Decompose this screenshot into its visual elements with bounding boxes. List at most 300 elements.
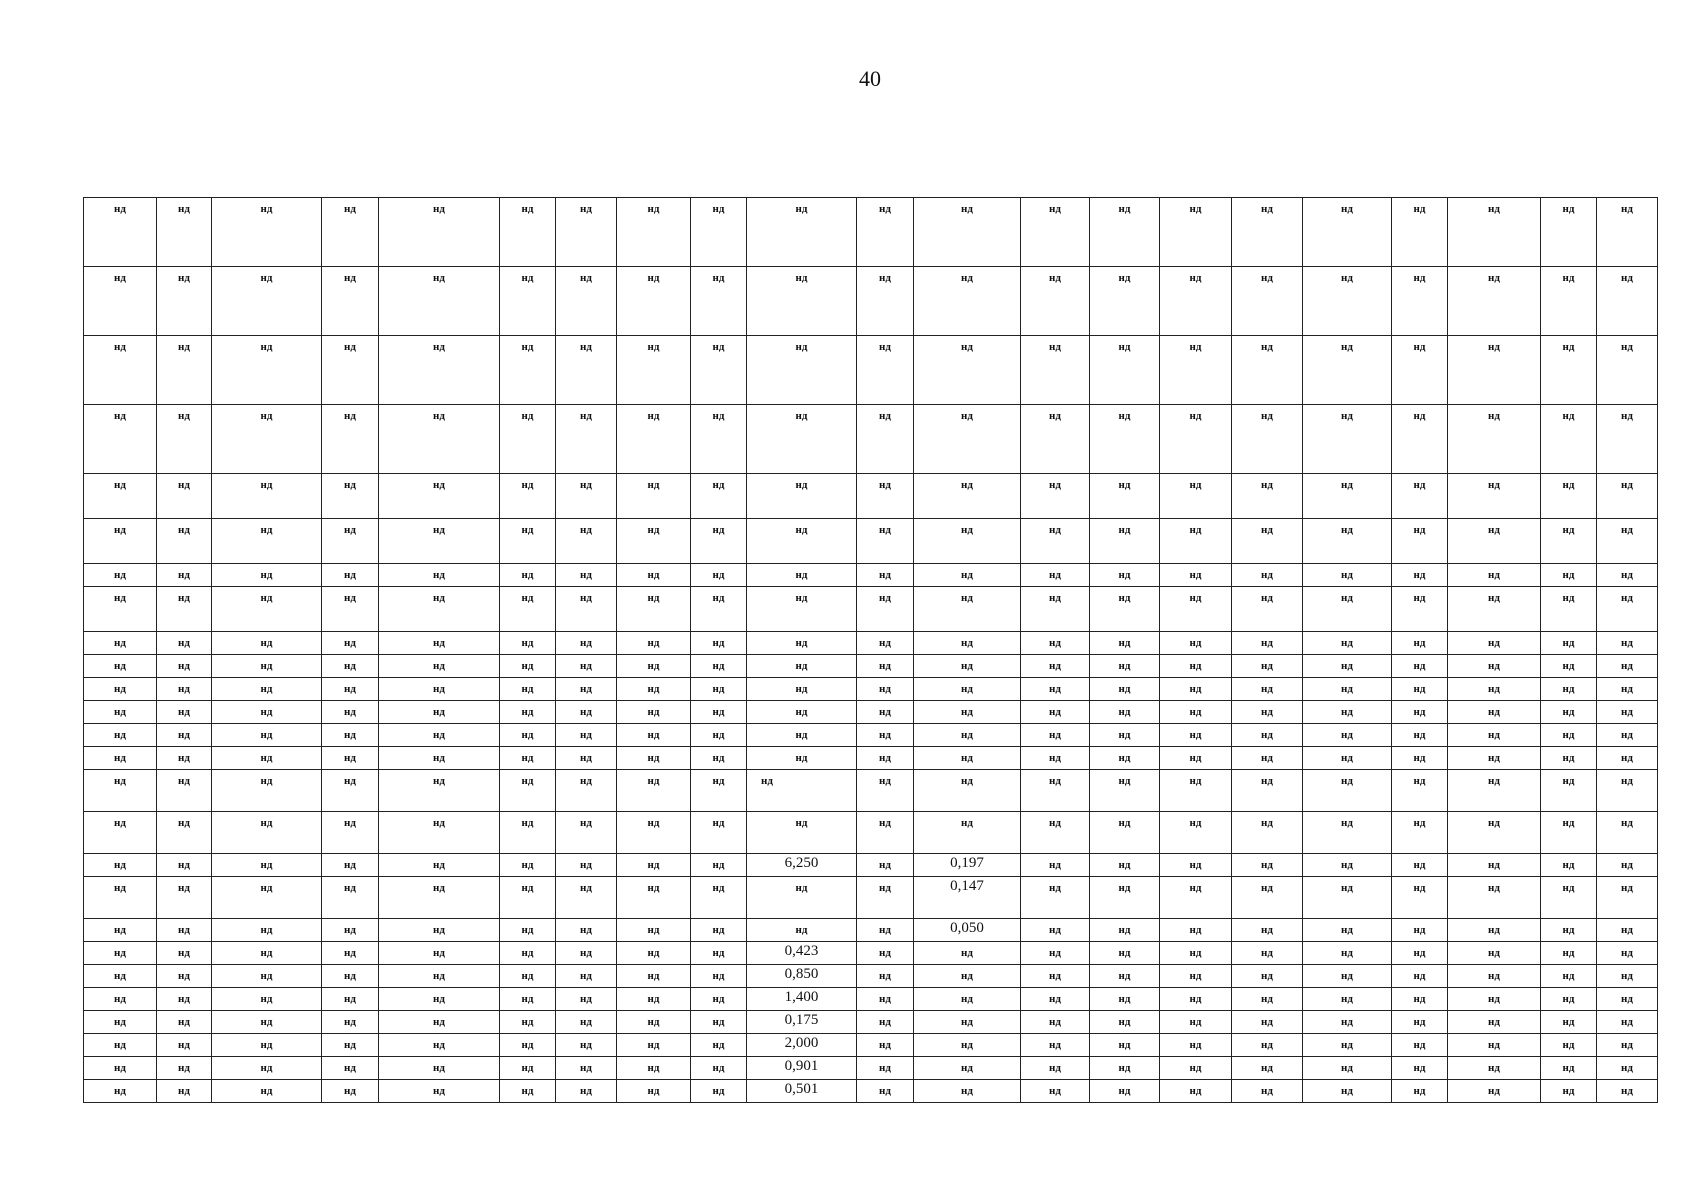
table-cell: нд (1597, 877, 1658, 919)
table-cell: нд (747, 267, 857, 336)
table-cell: нд (1448, 519, 1541, 564)
table-cell: нд (322, 198, 379, 267)
table-cell: нд (1541, 655, 1597, 678)
table-cell: нд (1541, 474, 1597, 519)
table-cell: нд (1021, 632, 1090, 655)
table-cell: нд (1160, 770, 1232, 812)
table-cell: нд (500, 336, 556, 405)
table-cell: нд (212, 854, 322, 877)
table-cell: нд (500, 877, 556, 919)
table-cell: нд (857, 942, 914, 965)
table-cell: нд (1090, 770, 1160, 812)
table-cell: нд (1303, 678, 1392, 701)
table-cell: нд (84, 812, 157, 854)
table-cell: нд (212, 678, 322, 701)
table-cell: нд (914, 1011, 1021, 1034)
table-cell: нд (322, 405, 379, 474)
table-cell: нд (747, 812, 857, 854)
table-cell: нд (84, 919, 157, 942)
table-row (84, 678, 1658, 701)
table-cell: нд (1392, 587, 1448, 632)
table-cell: нд (617, 988, 691, 1011)
table-cell: нд (322, 877, 379, 919)
table-cell: нд (857, 564, 914, 587)
table-cell: нд (1303, 198, 1392, 267)
table-cell: нд (1021, 1080, 1090, 1103)
table-cell: нд (1597, 747, 1658, 770)
table-cell: нд (857, 747, 914, 770)
table-cell: нд (914, 1057, 1021, 1080)
table-cell: нд (1541, 405, 1597, 474)
table-cell: нд (212, 942, 322, 965)
table-cell: нд (84, 1011, 157, 1034)
table-cell: нд (157, 564, 212, 587)
table-cell: нд (84, 1057, 157, 1080)
table-cell: нд (747, 198, 857, 267)
table-cell: нд (1160, 564, 1232, 587)
table-cell: нд (1090, 587, 1160, 632)
table-cell: нд (556, 587, 617, 632)
table-cell: нд (747, 587, 857, 632)
table-cell: нд (379, 632, 500, 655)
table-cell: нд (691, 965, 747, 988)
table-cell: нд (1392, 942, 1448, 965)
table-cell: нд (1090, 877, 1160, 919)
table-cell: нд (500, 965, 556, 988)
table-cell: нд (1090, 965, 1160, 988)
table-cell: нд (379, 965, 500, 988)
table-cell: нд (1090, 198, 1160, 267)
table-row (84, 267, 1658, 336)
table-cell: нд (1021, 587, 1090, 632)
table-cell: нд (500, 678, 556, 701)
table-cell: нд (1232, 877, 1303, 919)
table-cell: нд (322, 632, 379, 655)
table-cell: нд (1448, 724, 1541, 747)
table-cell: нд (914, 965, 1021, 988)
table-cell: 0,197 (914, 854, 1021, 877)
table-cell: нд (1303, 519, 1392, 564)
table-cell: нд (1021, 747, 1090, 770)
table-cell: нд (379, 198, 500, 267)
table-cell: нд (857, 1080, 914, 1103)
table-cell: нд (1597, 1080, 1658, 1103)
table-row (84, 474, 1658, 519)
table-cell: нд (914, 988, 1021, 1011)
table-cell: нд (157, 198, 212, 267)
table-cell: нд (1392, 474, 1448, 519)
table-cell: нд (1160, 965, 1232, 988)
table-cell: нд (322, 1011, 379, 1034)
table-cell: нд (691, 474, 747, 519)
table-cell: нд (691, 1034, 747, 1057)
table-cell: нд (1090, 267, 1160, 336)
table-cell: нд (1303, 877, 1392, 919)
table-cell: нд (691, 519, 747, 564)
table-cell: нд (617, 678, 691, 701)
table-cell: нд (157, 988, 212, 1011)
table-cell: нд (212, 701, 322, 724)
table-cell: нд (322, 988, 379, 1011)
table-cell: нд (556, 770, 617, 812)
table-cell: нд (556, 267, 617, 336)
table-cell: нд (212, 564, 322, 587)
table-cell: нд (617, 747, 691, 770)
table-cell: нд (1021, 678, 1090, 701)
table-cell: нд (1597, 1057, 1658, 1080)
table-cell: нд (1392, 919, 1448, 942)
table-cell: нд (1597, 965, 1658, 988)
table-cell: нд (691, 267, 747, 336)
table-cell: нд (1541, 919, 1597, 942)
table-cell: нд (914, 632, 1021, 655)
table-cell: нд (84, 988, 157, 1011)
table-cell: нд (84, 724, 157, 747)
table-cell: нд (379, 267, 500, 336)
table-cell: нд (1597, 1011, 1658, 1034)
table-cell: нд (1303, 587, 1392, 632)
table-cell: нд (379, 564, 500, 587)
table-cell: нд (1021, 564, 1090, 587)
table-cell: нд (556, 747, 617, 770)
table-cell: нд (914, 198, 1021, 267)
table-cell: нд (1090, 701, 1160, 724)
table-cell: нд (1448, 701, 1541, 724)
table-cell: нд (691, 678, 747, 701)
table-cell: нд (1303, 812, 1392, 854)
table-cell: нд (212, 1057, 322, 1080)
table-cell: нд (691, 405, 747, 474)
table-cell: нд (1597, 267, 1658, 336)
table-cell: нд (617, 632, 691, 655)
table-cell: нд (1232, 919, 1303, 942)
table-cell: нд (1021, 1057, 1090, 1080)
table-cell: нд (1392, 198, 1448, 267)
table-cell: нд (1392, 564, 1448, 587)
table-cell: нд (914, 678, 1021, 701)
table-cell: нд (1392, 336, 1448, 405)
table-cell: нд (914, 724, 1021, 747)
table-cell: нд (1232, 1034, 1303, 1057)
table-cell: нд (322, 724, 379, 747)
table-cell: 0,901 (747, 1057, 857, 1080)
table-cell: нд (379, 724, 500, 747)
table-cell: нд (1392, 1011, 1448, 1034)
table-body (84, 198, 1658, 1103)
table-row (84, 405, 1658, 474)
table-cell: нд (322, 1057, 379, 1080)
table-cell: нд (617, 474, 691, 519)
table-cell: нд (1160, 854, 1232, 877)
table-cell: нд (1021, 724, 1090, 747)
table-cell: нд (1303, 1034, 1392, 1057)
table-cell: нд (212, 812, 322, 854)
data-table-container (83, 197, 1657, 1103)
table-cell: нд (157, 587, 212, 632)
table-cell: нд (322, 655, 379, 678)
table-cell: нд (212, 405, 322, 474)
table-cell: нд (556, 474, 617, 519)
table-row (84, 724, 1658, 747)
table-cell: нд (857, 1057, 914, 1080)
table-cell: нд (500, 812, 556, 854)
table-cell: нд (747, 747, 857, 770)
table-cell: нд (379, 474, 500, 519)
table-cell: нд (857, 405, 914, 474)
table-cell: нд (1232, 405, 1303, 474)
table-cell: 0,423 (747, 942, 857, 965)
table-cell: нд (1021, 942, 1090, 965)
table-cell: нд (322, 678, 379, 701)
table-cell: нд (556, 724, 617, 747)
table-cell: нд (1232, 198, 1303, 267)
table-cell: нд (1090, 919, 1160, 942)
table-cell: нд (617, 336, 691, 405)
table-cell: нд (1303, 919, 1392, 942)
table-cell: нд (1021, 267, 1090, 336)
table-cell: нд (500, 655, 556, 678)
table-cell: нд (379, 1057, 500, 1080)
table-cell: нд (84, 336, 157, 405)
table-cell: нд (1232, 854, 1303, 877)
table-cell: нд (1303, 724, 1392, 747)
table-cell: нд (1160, 701, 1232, 724)
table-cell: нд (1090, 1057, 1160, 1080)
table-row (84, 564, 1658, 587)
table-row (84, 655, 1658, 678)
table-cell: нд (1541, 812, 1597, 854)
table-cell: нд (1232, 632, 1303, 655)
table-cell: нд (1232, 1080, 1303, 1103)
table-cell: нд (379, 854, 500, 877)
table-cell: нд (1303, 564, 1392, 587)
table-cell: нд (1303, 942, 1392, 965)
table-row (84, 877, 1658, 919)
table-cell: нд (691, 724, 747, 747)
table-cell: нд (914, 747, 1021, 770)
table-cell: нд (84, 701, 157, 724)
table-cell: нд (1303, 747, 1392, 770)
table-cell: нд (1232, 812, 1303, 854)
table-cell: нд (84, 1034, 157, 1057)
table-cell: нд (1392, 812, 1448, 854)
table-cell: 0,501 (747, 1080, 857, 1103)
table-cell: нд (157, 1011, 212, 1034)
table-row (84, 988, 1658, 1011)
table-cell: нд (1392, 770, 1448, 812)
table-cell: нд (84, 405, 157, 474)
table-row (84, 587, 1658, 632)
table-cell: нд (500, 405, 556, 474)
table-cell: нд (1303, 336, 1392, 405)
table-cell: нд (157, 919, 212, 942)
table-cell: нд (1448, 1034, 1541, 1057)
table-cell: нд (1160, 1080, 1232, 1103)
table-cell: нд (500, 770, 556, 812)
table-cell: нд (212, 747, 322, 770)
table-cell: нд (556, 678, 617, 701)
table-row (84, 919, 1658, 942)
table-row (84, 336, 1658, 405)
table-cell: нд (322, 474, 379, 519)
table-cell: нд (857, 701, 914, 724)
table-cell: нд (1448, 919, 1541, 942)
table-cell: нд (747, 405, 857, 474)
table-cell: нд (84, 655, 157, 678)
table-cell: нд (691, 632, 747, 655)
table-cell: нд (379, 655, 500, 678)
table-cell: нд (379, 678, 500, 701)
table-cell: нд (212, 632, 322, 655)
table-cell: нд (1597, 474, 1658, 519)
table-cell: нд (1090, 854, 1160, 877)
table-cell: нд (212, 336, 322, 405)
table-cell: нд (500, 632, 556, 655)
table-cell: нд (1392, 1034, 1448, 1057)
table-cell: нд (84, 587, 157, 632)
table-cell: нд (617, 854, 691, 877)
table-cell: нд (1541, 336, 1597, 405)
table-cell: нд (617, 405, 691, 474)
table-cell: нд (1090, 747, 1160, 770)
table-cell: нд (556, 198, 617, 267)
table-cell: нд (322, 747, 379, 770)
table-cell: нд (1541, 965, 1597, 988)
table-cell: нд (212, 724, 322, 747)
table-cell: нд (1392, 632, 1448, 655)
table-cell: нд (84, 877, 157, 919)
table-cell: нд (157, 747, 212, 770)
table-cell: нд (691, 336, 747, 405)
table-cell: нд (914, 770, 1021, 812)
table-cell: нд (617, 724, 691, 747)
table-cell: нд (691, 1057, 747, 1080)
table-cell: нд (617, 770, 691, 812)
table-cell: нд (857, 1011, 914, 1034)
table-cell: нд (500, 564, 556, 587)
table-cell: нд (1090, 405, 1160, 474)
table-cell: нд (556, 1011, 617, 1034)
table-cell: нд (691, 988, 747, 1011)
table-cell: нд (914, 587, 1021, 632)
table-cell: нд (1090, 724, 1160, 747)
table-cell: нд (1232, 267, 1303, 336)
table-cell: нд (747, 336, 857, 405)
table-cell: нд (157, 770, 212, 812)
table-cell: нд (1021, 474, 1090, 519)
table-cell: нд (212, 474, 322, 519)
table-cell: нд (322, 854, 379, 877)
table-cell: нд (1597, 336, 1658, 405)
table-cell: нд (617, 267, 691, 336)
table-cell: нд (1160, 198, 1232, 267)
table-cell: нд (1232, 747, 1303, 770)
table-cell: нд (379, 988, 500, 1011)
table-cell: нд (1597, 942, 1658, 965)
table-cell: нд (1160, 1011, 1232, 1034)
table-cell: нд (157, 1057, 212, 1080)
table-cell: нд (1160, 678, 1232, 701)
table-cell: 0,147 (914, 877, 1021, 919)
table-cell: нд (1090, 519, 1160, 564)
table-cell: нд (556, 812, 617, 854)
table-row (84, 1057, 1658, 1080)
table-cell: нд (1160, 267, 1232, 336)
table-cell: 2,000 (747, 1034, 857, 1057)
table-cell: нд (747, 564, 857, 587)
table-cell: нд (556, 632, 617, 655)
table-cell: нд (691, 701, 747, 724)
table-cell: нд (914, 405, 1021, 474)
table-cell: нд (1303, 1080, 1392, 1103)
table-cell: нд (1232, 336, 1303, 405)
table-cell: нд (1448, 1080, 1541, 1103)
table-cell: нд (212, 877, 322, 919)
table-cell: нд (1232, 965, 1303, 988)
table-cell: нд (1597, 405, 1658, 474)
table-cell: нд (1090, 564, 1160, 587)
table-cell: нд (157, 632, 212, 655)
table-cell: нд (914, 519, 1021, 564)
table-cell: нд (857, 770, 914, 812)
table-cell: нд (857, 724, 914, 747)
table-cell: нд (157, 854, 212, 877)
table-cell: нд (617, 655, 691, 678)
table-cell: нд (212, 1080, 322, 1103)
table-cell: нд (1232, 678, 1303, 701)
table-cell: нд (1448, 474, 1541, 519)
table-cell: нд (857, 587, 914, 632)
table-row (84, 854, 1658, 877)
table-cell: нд (157, 1034, 212, 1057)
table-cell: нд (617, 1034, 691, 1057)
table-cell: нд (500, 724, 556, 747)
table-row (84, 632, 1658, 655)
table-cell: нд (857, 919, 914, 942)
table-cell: нд (556, 1034, 617, 1057)
table-cell: нд (212, 1011, 322, 1034)
table-cell: нд (1021, 812, 1090, 854)
table-cell: нд (1021, 701, 1090, 724)
table-row (84, 770, 1658, 812)
table-cell: нд (1160, 655, 1232, 678)
table-cell: нд (379, 747, 500, 770)
table-cell: нд (157, 655, 212, 678)
table-cell: нд (500, 988, 556, 1011)
table-cell: нд (556, 519, 617, 564)
table-cell: нд (1160, 405, 1232, 474)
table-cell: нд (1303, 988, 1392, 1011)
table-cell: нд (1448, 1057, 1541, 1080)
table-cell: нд (84, 198, 157, 267)
table-row (84, 1080, 1658, 1103)
table-cell: нд (1392, 1080, 1448, 1103)
table-cell: нд (157, 678, 212, 701)
table-cell: нд (1160, 724, 1232, 747)
table-cell: нд (1448, 564, 1541, 587)
table-cell: нд (1448, 267, 1541, 336)
table-cell: нд (212, 988, 322, 1011)
table-cell: нд (84, 1080, 157, 1103)
table-cell: нд (379, 877, 500, 919)
table-cell: нд (84, 632, 157, 655)
table-cell: нд (1232, 1057, 1303, 1080)
table-cell: нд (747, 724, 857, 747)
table-cell: нд (1392, 701, 1448, 724)
table-cell: нд (691, 919, 747, 942)
table-cell: нд (1392, 747, 1448, 770)
table-cell: нд (379, 1011, 500, 1034)
